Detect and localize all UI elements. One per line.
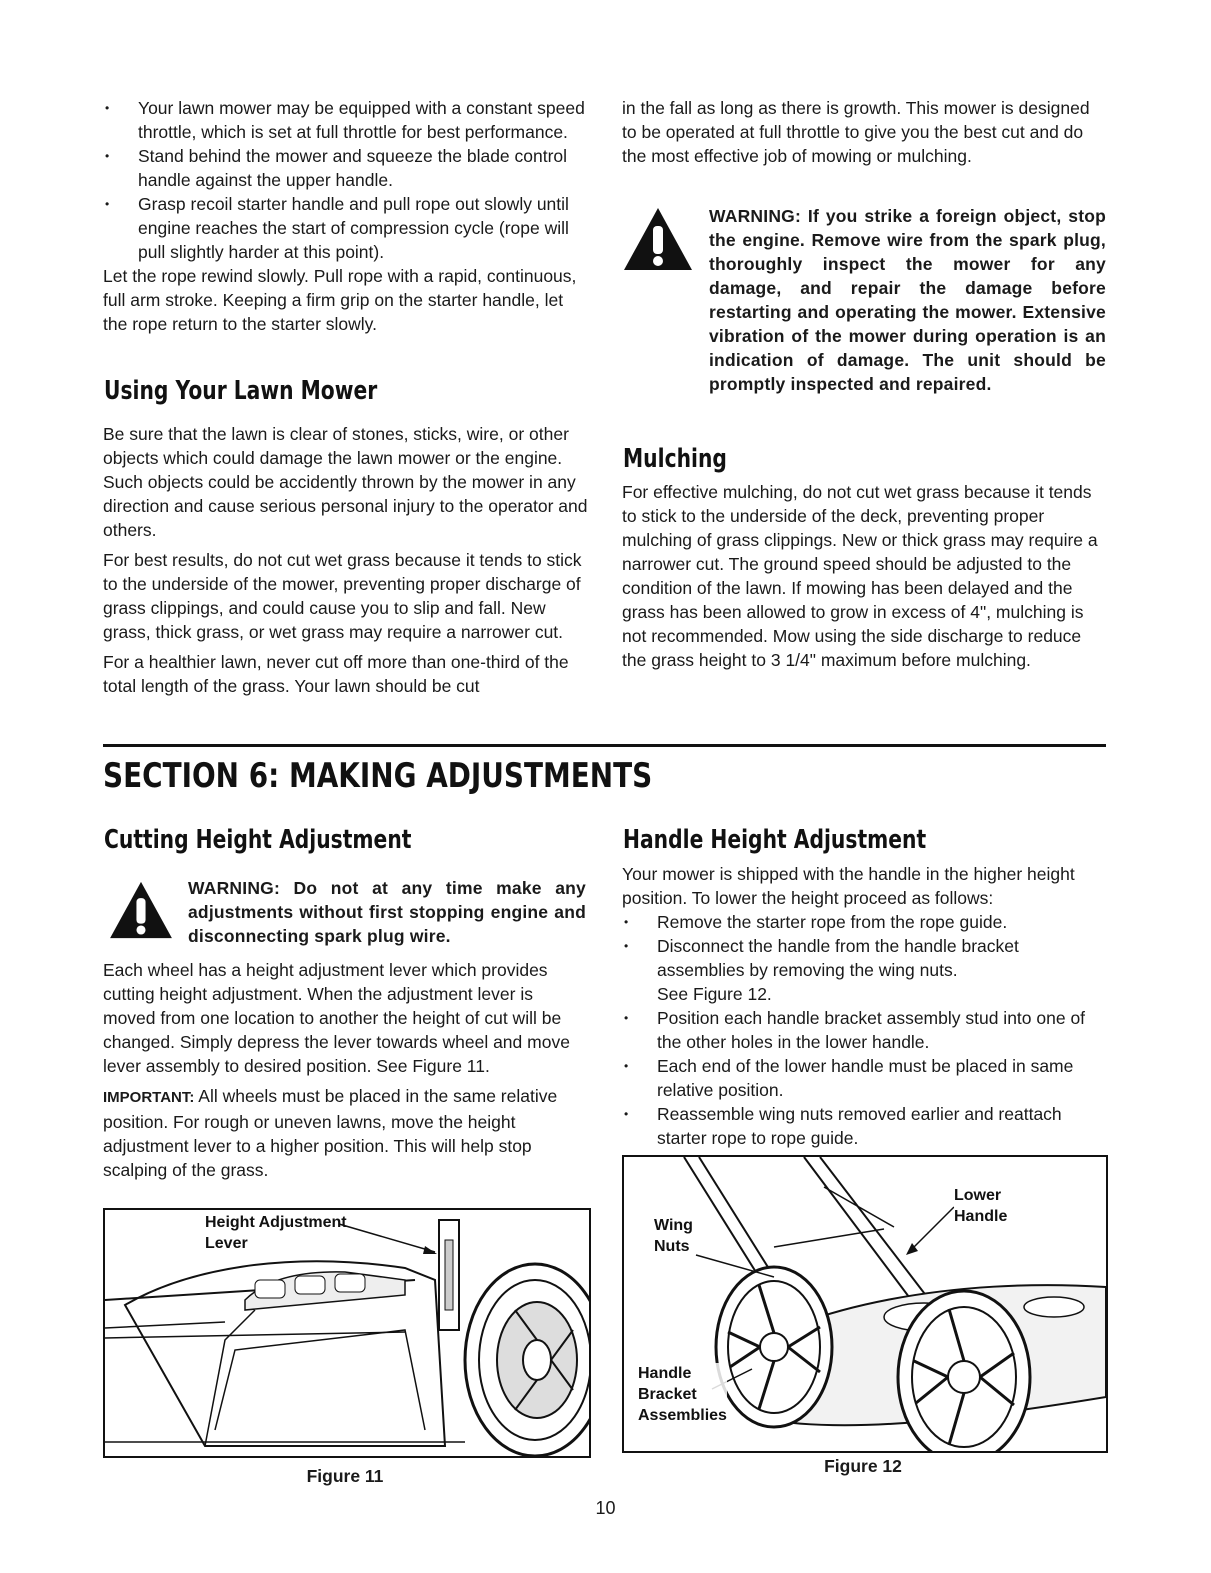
handle-intro: Your mower is shipped with the handle in the higher height position. To lower the height proceed as follows:	[622, 864, 1075, 908]
important-paragraph	[103, 1084, 588, 1182]
handle-body	[622, 862, 1106, 1150]
handle-steps-list	[622, 910, 1106, 1150]
label-line: Bracket	[638, 1386, 697, 1403]
wing-nuts-label	[654, 1215, 693, 1257]
lower-handle-label	[954, 1185, 1007, 1227]
handle-heading: Handle Height Adjustment	[623, 825, 927, 855]
mulching-paragraph: For effective mulching, do not cut wet grass because it tends to stick to the underside of the deck, preventing proper mulching of grass clippings. New or thick grass may require a narrower cut. The ground speed should be adjusted to the condition of the lawn. If mowing has been delayed and the grass has been allowed to grow in excess of 4", mulching is not recommended. Mow using the side discharge to reduce the grass height to 3 1/4" maximum before mulching.	[622, 482, 1098, 670]
list-item: • Grasp recoil starter handle and pull rope out slowly until engine reaches the start of compression cycle (rope will pull slightly harder at this point).	[103, 192, 588, 264]
adjustment-warning	[188, 876, 586, 948]
figure-12	[622, 1155, 1108, 1453]
figure-11	[103, 1208, 591, 1458]
important-text: All wheels must be placed in the same relative position. For rough or uneven lawns, move the height adjustment lever to a higher position. This will help stop scalping of the grass.	[103, 1086, 558, 1180]
mulching-body	[622, 480, 1100, 672]
warning-triangle-icon	[622, 206, 694, 272]
using-body	[103, 422, 588, 698]
using-paragraph-3: For a healthier lawn, never cut off more than one-third of the total length of the grass. Your lawn should be cut	[103, 652, 569, 696]
important-label: IMPORTANT:	[103, 1089, 195, 1106]
label-line: Handle	[954, 1208, 1008, 1225]
figure-11-caption: Figure 11	[306, 1466, 384, 1486]
warning-text: WARNING: If you strike a foreign object, stop the engine. Remove wire from the spark plug, thoroughly inspect the mower for any damage, and repair the damage before restarting and operating the mower. Extensive vibration of the mower during operation is an indication of damage. The unit should be promptly inspected and repaired.	[709, 206, 1106, 394]
label-line: Handle	[638, 1365, 692, 1382]
height-adjustment-lever-label	[205, 1212, 347, 1254]
mulching-heading: Mulching	[623, 444, 727, 474]
list-item: • Position each handle bracket assembly stud into one of the other holes in the lower handle.	[622, 1006, 1106, 1054]
warning-text: WARNING: Do not at any time make any adjustments without first stopping engine and disconnecting spark plug wire.	[188, 878, 586, 946]
section-divider	[103, 744, 1106, 747]
cutting-heading: Cutting Height Adjustment	[104, 825, 412, 855]
label-line: Lower	[954, 1187, 1002, 1204]
page-number: 10	[595, 1498, 616, 1518]
using-paragraph-1: Be sure that the lawn is clear of stones, sticks, wire, or other objects which could damage the lawn mower or the engine. Such objects could be accidently thrown by the mower in any direction and cause serious personal injury to the operator and others.	[103, 424, 588, 540]
list-item: • Reassemble wing nuts removed earlier and reattach starter rope to rope guide.	[622, 1102, 1106, 1150]
using-paragraph-2: For best results, do not cut wet grass because it tends to stick to the underside of the mower, preventing proper discharge of grass clippings, and could cause you to slip and fall. New grass, thick grass, or wet grass may require a narrower cut.	[103, 550, 582, 642]
cutting-paragraph: Each wheel has a height adjustment lever which provides cutting height adjustment. When the adjustment lever is moved from one location to another the height of cut will be changed. Simply depress the lever towards wheel and move lever assembly to desired position. See Figure 11.	[103, 960, 570, 1076]
list-item: • Stand behind the mower and squeeze the blade control handle against the upper handle.	[103, 144, 588, 192]
list-item-text: Disconnect the handle from the handle bracket assemblies by removing the wing nuts.	[657, 936, 1019, 980]
label-line: Wing	[654, 1217, 693, 1234]
list-item: • Remove the starter rope from the rope guide.	[622, 910, 1106, 934]
label-line: Assemblies	[638, 1407, 727, 1424]
foreign-object-warning	[709, 204, 1106, 396]
start-steps-list	[103, 96, 588, 264]
warning-triangle-icon	[108, 880, 174, 940]
list-item	[622, 934, 1106, 1006]
section-title: SECTION 6: MAKING ADJUSTMENTS	[103, 756, 653, 796]
mower-deck-illustration	[105, 1210, 589, 1456]
list-item: • Each end of the lower handle must be placed in same relative position.	[622, 1054, 1106, 1102]
continuation-paragraph: in the fall as long as there is growth. This mower is designed to be operated at full throttle to give you the best cut and do the most effective job of mowing or mulching.	[622, 98, 1090, 166]
handle-bracket-assemblies-label	[638, 1363, 727, 1426]
rope-paragraph: Let the rope rewind slowly. Pull rope with a rapid, continuous, full arm stroke. Keeping a firm grip on the starter handle, let the rope return to the starter slowly.	[103, 266, 577, 334]
see-figure-ref: See Figure 12.	[657, 984, 772, 1004]
label-line: Nuts	[654, 1238, 690, 1255]
cutting-body	[103, 958, 588, 1182]
label-line: Lever	[205, 1235, 248, 1252]
right-top-block	[622, 96, 1092, 168]
left-top-block	[103, 96, 588, 336]
figure-12-caption: Figure 12	[824, 1456, 902, 1476]
using-heading: Using Your Lawn Mower	[104, 376, 378, 406]
list-item: • Your lawn mower may be equipped with a constant speed throttle, which is set at full throttle for best performance.	[103, 96, 588, 144]
label-line: Height Adjustment	[205, 1214, 347, 1231]
